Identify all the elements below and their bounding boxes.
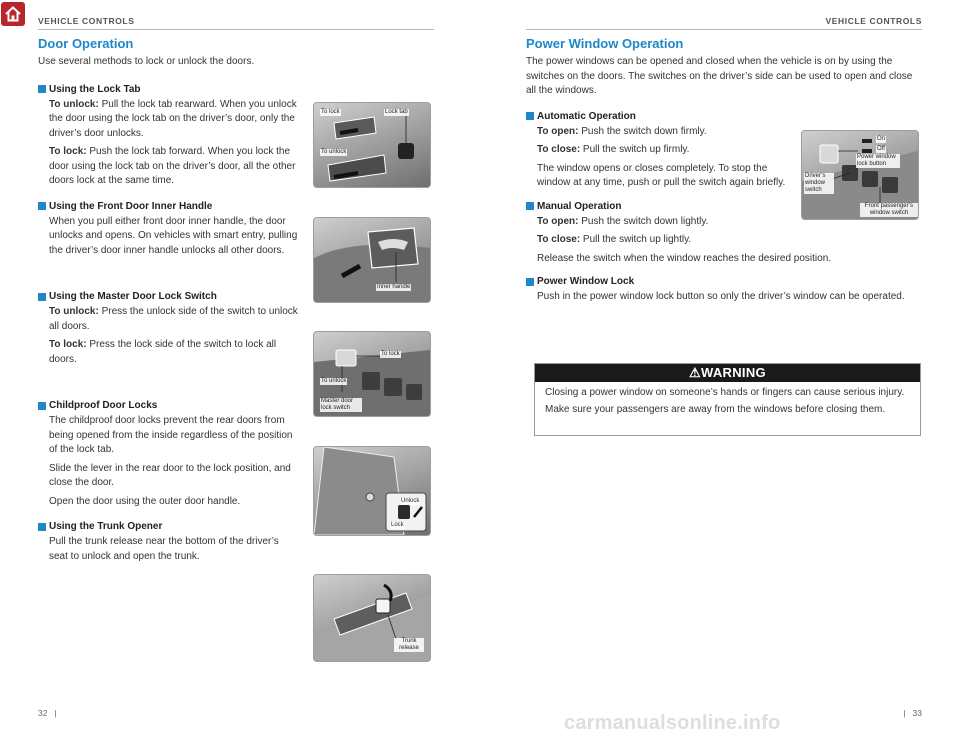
fig-label-master-switch: Master door lock switch (320, 398, 362, 412)
fig-label-to-unlock: To unlock (321, 149, 347, 155)
fig-label-front-passenger-switch: Front passenger’s window switch (860, 203, 918, 217)
master-switch-unlock: To unlock: Press the unlock side of the switch to unlock all doors. (49, 306, 298, 332)
inner-handle-text: When you pull either front door inner handle, the door unlocks and opens. On vehicles with smart entry, pulling the driver’s door inner handle unlocks all other doors. (49, 215, 298, 256)
header-section-left: VEHICLE CONTROLS (38, 16, 135, 26)
childproof-figure (313, 446, 431, 536)
fig-label-lock: Lock (391, 522, 404, 528)
fig-label-lock-button: Power window lock button (856, 154, 900, 168)
master-switch-heading: Using the Master Door Lock Switch (38, 291, 300, 302)
power-window-figure (801, 130, 919, 220)
fig-label-trunk-release: Trunk release (394, 638, 424, 652)
bullet-square (38, 402, 46, 410)
page-number-right: | 33 (903, 708, 922, 718)
inner-handle-heading: Using the Front Door Inner Handle (38, 201, 300, 212)
lock-tab-heading: Using the Lock Tab (38, 84, 300, 95)
fig-label-to-lock: To lock (321, 109, 340, 115)
manual-text: Release the switch when the window reaches the desired position. (537, 252, 832, 264)
window-lock-text: Push in the power window lock button so only the driver’s window can be operated. (537, 291, 905, 302)
inner-handle-figure (313, 217, 431, 303)
trunk-figure (313, 574, 431, 662)
childproof-p1: The childproof door locks prevent the rear doors from being opened from the inside regardless of the position of the lock tab. (49, 415, 293, 455)
fig-label-unlock: Unlock (401, 498, 420, 504)
manual-heading: Manual Operation (526, 201, 920, 212)
fig-label-on: On (877, 136, 886, 142)
page-title-door-operation: Door Operation (38, 36, 134, 51)
fig-label-drivers-switch: Driver’s window switch (804, 173, 834, 194)
warning-p2: Make sure your passengers are away from the windows before closing them. (545, 403, 886, 415)
automatic-heading: Automatic Operation (526, 111, 920, 122)
automatic-text: The window opens or closes completely. To stop the window at any time, push or pull the switch again briefly. (537, 162, 786, 188)
bullet-square (38, 202, 46, 210)
lock-tab-figure (313, 102, 431, 188)
automatic-open: To open: Push the switch down firmly. (537, 125, 707, 137)
trunk-heading: Using the Trunk Opener (38, 521, 300, 532)
bullet-square (526, 278, 534, 286)
lock-tab-lock: To lock: Push the lock tab forward. When you lock the door using the lock tab on the driver’s door, all the other doors lock at the same time. (49, 146, 296, 186)
fig-label-inner-handle: Inner handle (377, 284, 411, 290)
warning-icon: ⚠ (689, 365, 702, 380)
fig-label-to-unlock: To unlock (321, 378, 347, 384)
fig-label-lock-tab: Lock tab (385, 109, 408, 115)
manual-open: To open: Push the switch down lightly. (537, 215, 709, 227)
header-rule-right (526, 29, 922, 30)
childproof-p2: Slide the lever in the rear door to the lock position, and close the door. (49, 462, 291, 488)
lock-tab-unlock: To unlock: Pull the lock tab rearward. When you unlock the door using the lock tab on the driver’s door, only the driver’s door unlocks. (49, 98, 297, 139)
page-number-left: 32 | (38, 708, 57, 718)
automatic-close: To close: Pull the switch up firmly. (537, 144, 690, 155)
door-intro: Use several methods to lock or unlock the doors. (38, 56, 255, 67)
childproof-p3: Open the door using the outer door handle. (49, 495, 241, 507)
door-operation-section (38, 36, 300, 568)
trunk-text: Pull the trunk release near the bottom of the driver’s seat to unlock and open the trunk. (49, 536, 279, 562)
header-section-right: VEHICLE CONTROLS (825, 16, 922, 26)
bullet-square (526, 202, 534, 210)
bullet-square (38, 293, 46, 301)
bullet-square (38, 523, 46, 531)
watermark: carmanualsonline.info (564, 712, 781, 734)
master-switch-lock: To lock: Press the lock side of the switch to lock all doors. (49, 339, 277, 365)
window-lock-heading: Power Window Lock (526, 276, 920, 287)
power-window-intro: The power windows can be opened and closed when the vehicle is on by using the switches on the doors. The switches on the driver’s side can be used to open and close all the windows. (526, 56, 913, 96)
warning-box (534, 363, 921, 436)
master-switch-figure (313, 331, 431, 417)
bullet-square (38, 85, 46, 93)
fig-label-to-lock: To lock (381, 351, 400, 357)
warning-p1: Closing a power window on someone’s hands or fingers can cause serious injury. (545, 387, 905, 398)
warning-title-bar: ⚠WARNING (535, 364, 920, 382)
home-button[interactable] (1, 2, 25, 26)
childproof-heading: Childproof Door Locks (38, 400, 300, 411)
home-icon (1, 2, 25, 26)
page-title-power-window: Power Window Operation (526, 36, 684, 51)
bullet-square (526, 112, 534, 120)
manual-close: To close: Pull the switch up lightly. (537, 234, 692, 245)
fig-label-off: Off (877, 146, 885, 152)
header-rule-left (38, 29, 434, 30)
